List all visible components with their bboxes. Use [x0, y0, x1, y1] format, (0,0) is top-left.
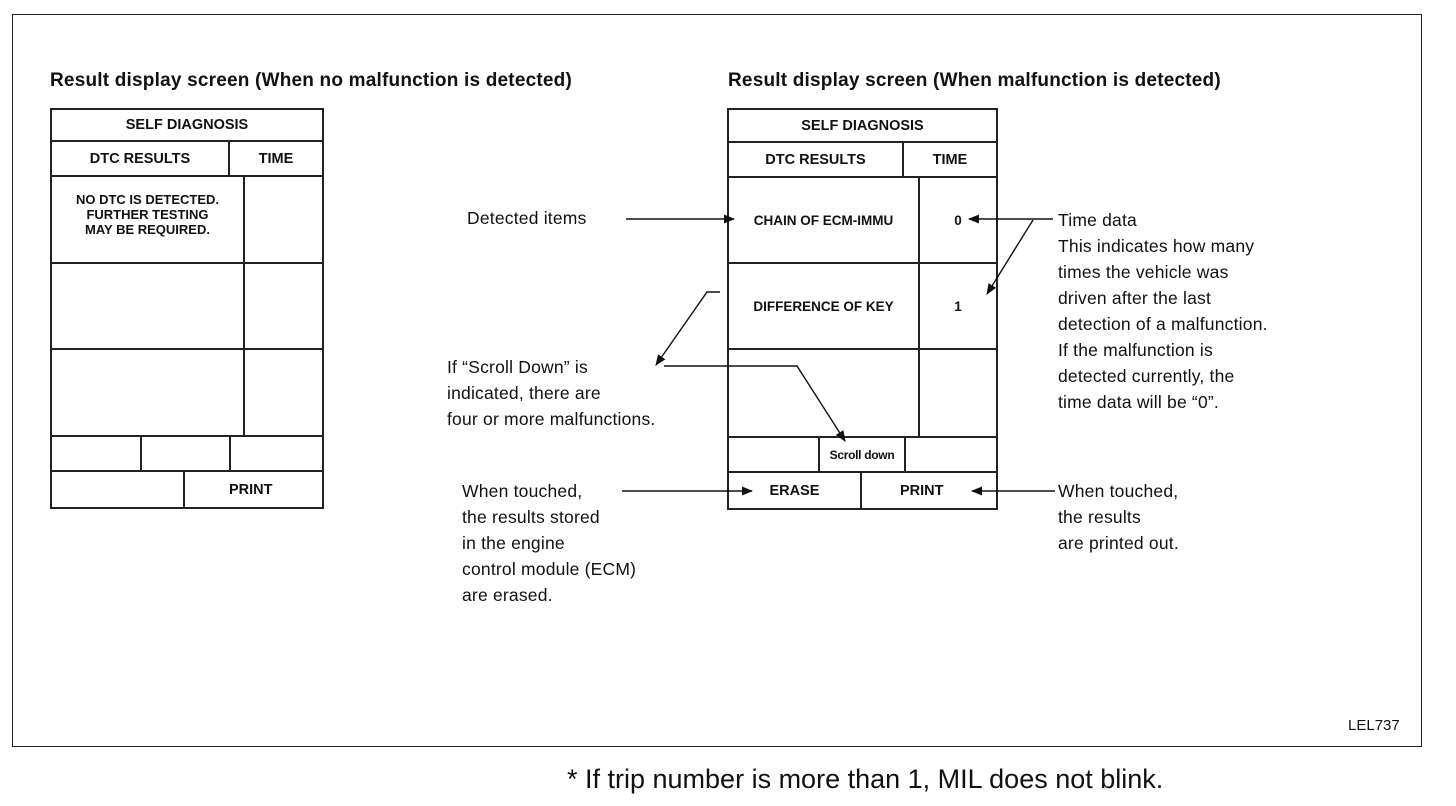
divider	[727, 348, 998, 350]
erase-button[interactable]: ERASE	[769, 483, 820, 499]
print-note	[1058, 478, 1179, 556]
note-line: in the engine	[462, 533, 565, 553]
divider	[904, 436, 906, 471]
right-panel-heading: Result display screen (When malfunction is detected)	[728, 70, 1221, 91]
divider	[50, 348, 324, 350]
right-time-header: TIME	[932, 151, 968, 168]
right-screen-title: SELF DIAGNOSIS	[801, 117, 924, 134]
scroll-down-note	[447, 354, 655, 432]
note-line: indicated, there are	[447, 383, 601, 403]
note-line: control module (ECM)	[462, 559, 637, 579]
divider	[140, 435, 142, 470]
divider	[50, 435, 324, 437]
right-dtc-results-header: DTC RESULTS	[765, 151, 866, 168]
left-time-header: TIME	[258, 150, 294, 167]
left-screen-title: SELF DIAGNOSIS	[125, 117, 249, 133]
note-line: detected currently, the	[1058, 366, 1235, 386]
divider	[243, 175, 245, 435]
note-line: the results	[1058, 507, 1141, 527]
footnote: * If trip number is more than 1, MIL does not blink.	[567, 764, 1164, 794]
note-line: If “Scroll Down” is	[447, 357, 588, 377]
dtc-time-value: 1	[954, 298, 962, 314]
scroll-down-button[interactable]: Scroll down	[829, 447, 895, 462]
left-dtc-results-header: DTC RESULTS	[89, 150, 191, 167]
figure-code: LEL737	[1348, 717, 1400, 734]
left-panel-heading: Result display screen (When no malfunction is detected)	[50, 70, 572, 91]
left-print-button[interactable]: PRINT	[229, 482, 273, 498]
note-line: When touched,	[1058, 481, 1179, 501]
note-line: detection of a malfunction.	[1058, 314, 1268, 334]
right-print-button[interactable]: PRINT	[900, 483, 944, 499]
dtc-item[interactable]: DIFFERENCE OF KEY	[753, 298, 894, 314]
note-line: are erased.	[462, 585, 553, 605]
note-line: This indicates how many	[1058, 236, 1255, 256]
no-dtc-message-line: FURTHER TESTING	[86, 206, 209, 222]
note-line: When touched,	[462, 481, 583, 501]
divider	[50, 262, 324, 264]
detected-items-label: Detected items	[467, 208, 587, 228]
time-data-note	[1058, 207, 1268, 415]
no-dtc-message	[52, 177, 243, 261]
erase-note	[462, 478, 636, 608]
note-line: If the malfunction is	[1058, 340, 1213, 360]
dtc-item[interactable]: CHAIN OF ECM-IMMU	[753, 212, 894, 228]
no-dtc-message-line: NO DTC IS DETECTED.	[75, 192, 219, 207]
no-dtc-message-line: MAY BE REQUIRED.	[85, 221, 210, 237]
dtc-time-value: 0	[954, 212, 962, 228]
divider	[229, 435, 231, 470]
note-line: time data will be “0”.	[1058, 392, 1219, 412]
note-line: four or more malfunctions.	[447, 409, 656, 429]
note-line: are printed out.	[1058, 533, 1179, 553]
note-line: times the vehicle was	[1058, 262, 1229, 282]
note-line: driven after the last	[1058, 288, 1212, 308]
note-line: Time data	[1058, 210, 1137, 230]
note-line: the results stored	[462, 507, 600, 527]
